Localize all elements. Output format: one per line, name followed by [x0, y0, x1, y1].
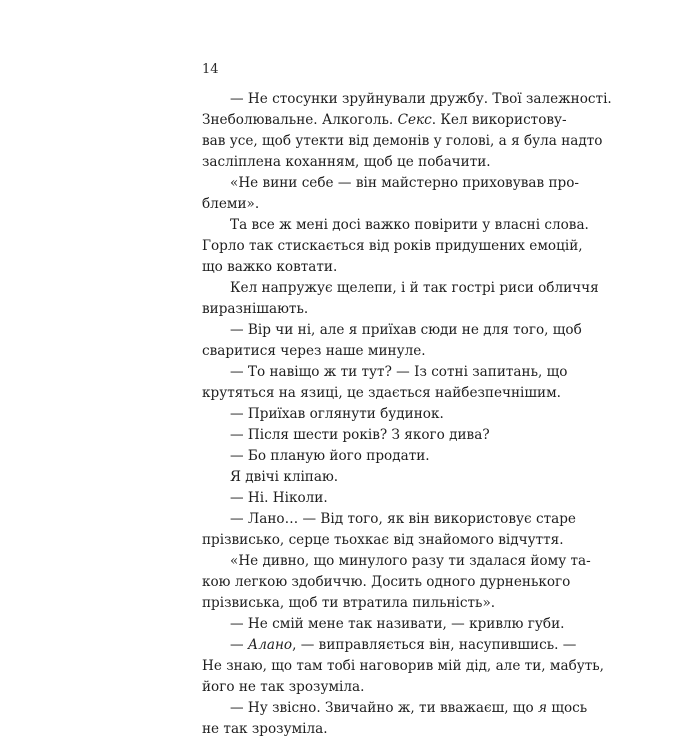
text-line	[202, 719, 524, 740]
text-segment: —	[230, 637, 248, 653]
text-segment: Знеболювальне. Алкоголь.	[202, 112, 398, 128]
text-line	[202, 152, 524, 173]
text-segment: Я двічі кліпаю.	[230, 469, 339, 485]
text-line	[202, 593, 524, 614]
text-line	[202, 173, 579, 194]
text-segment: — Після шести років? З якого дива?	[230, 427, 490, 443]
text-line	[202, 110, 567, 131]
text-line	[202, 635, 577, 656]
text-line	[202, 614, 565, 635]
text-line	[202, 404, 524, 425]
text-segment: . Кел використову-	[431, 112, 567, 128]
text-segment: — Лано… — Від того, як він використовує старе	[230, 511, 576, 527]
text-segment: Не знаю, що там тобі наговорив мій дід, але ти, мабуть,	[202, 658, 605, 674]
text-line	[202, 677, 524, 698]
text-line	[202, 257, 524, 278]
text-segment: Горло так стискається від років придушених емоцій,	[202, 238, 583, 254]
text-segment: щось	[547, 700, 588, 716]
text-segment: прізвиська, щоб ти втратила пильність».	[202, 595, 496, 611]
text-segment: сваритися через наше минуле.	[202, 343, 426, 359]
text-segment: що важко ковтати.	[202, 259, 338, 275]
text-line	[202, 320, 582, 341]
italic-text: Алано	[247, 637, 293, 653]
text-line	[202, 236, 583, 257]
text-line	[202, 551, 591, 572]
text-segment: — Не смій мене так називати, — кривлю губи.	[230, 616, 565, 632]
text-segment: блеми».	[202, 196, 260, 212]
text-segment: кою легкою здобиччю. Досить одного дурненького	[202, 574, 571, 590]
text-segment: — Не стосунки зруйнували дружбу. Твої залежності.	[230, 91, 612, 107]
italic-text: Секс	[397, 112, 432, 128]
text-line	[202, 488, 524, 509]
text-line	[202, 530, 564, 551]
text-line	[202, 656, 605, 677]
text-segment: його не так зрозуміла.	[202, 679, 365, 695]
text-segment: вав усе, щоб утекти від демонів у голові, а я була надто	[202, 133, 603, 149]
text-segment: засліплена коханням, щоб це побачити.	[202, 154, 491, 170]
page-number: 14	[202, 62, 219, 77]
text-segment: «Не дивно, що минулого разу ти здалася йому та-	[230, 553, 591, 569]
text-line	[202, 572, 571, 593]
text-line	[202, 131, 603, 152]
text-segment: Та все ж мені досі важко повірити у власні слова.	[230, 217, 589, 233]
text-segment: виразнішають.	[202, 301, 309, 317]
text-line	[202, 509, 576, 530]
text-segment: не так зрозуміла.	[202, 721, 328, 737]
text-segment: , — виправляється він, насупившись. —	[292, 637, 577, 653]
text-segment: прізвисько, серце тьохкає від знайомого відчуття.	[202, 532, 564, 548]
text-line	[202, 278, 599, 299]
text-segment: — То навіщо ж ти тут? — Із сотні запитань, що	[230, 364, 568, 380]
text-line	[202, 362, 568, 383]
text-line	[202, 215, 589, 236]
text-line	[202, 698, 588, 719]
text-segment: «Не вини себе — він майстерно приховував про-	[230, 175, 579, 191]
text-line	[202, 425, 524, 446]
text-segment: — Бо планую його продати.	[230, 448, 430, 464]
italic-text: я	[538, 700, 548, 716]
text-line	[202, 446, 524, 467]
text-segment: крутяться на язиці, це здається найбезпечнішим.	[202, 385, 561, 401]
text-line	[202, 383, 561, 404]
text-segment: Кел напружує щелепи, і й так гострі риси обличчя	[230, 280, 599, 296]
text-line	[202, 194, 524, 215]
text-segment: — Ні. Ніколи.	[230, 490, 328, 506]
text-segment: — Ну звісно. Звичайно ж, ти вважаєш, що	[230, 700, 539, 716]
text-line	[202, 341, 524, 362]
text-line	[202, 299, 524, 320]
body-text	[202, 89, 612, 740]
text-segment: — Приїхав оглянути будинок.	[230, 406, 444, 422]
text-segment: — Вір чи ні, але я приїхав сюди не для того, щоб	[230, 322, 582, 338]
text-line	[202, 467, 524, 488]
text-line	[202, 89, 612, 110]
